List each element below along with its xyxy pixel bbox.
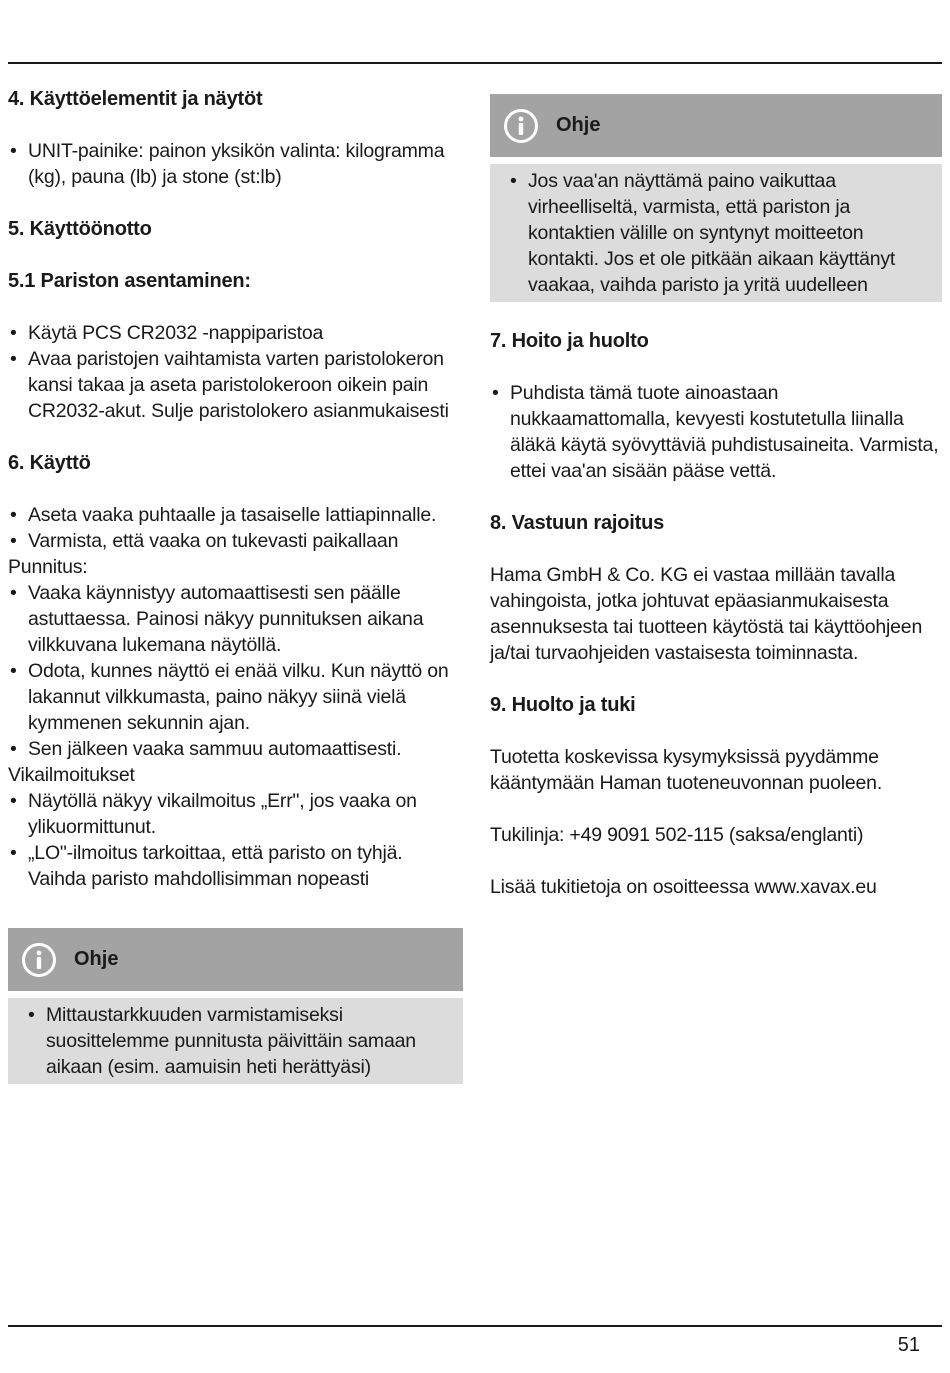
note-header bbox=[8, 928, 463, 991]
page-number: 51 bbox=[897, 1334, 920, 1356]
note-header bbox=[490, 94, 942, 157]
list-item: • Varmista, että vaaka on tukevasti paikallaan bbox=[8, 528, 463, 554]
section-6-list-a bbox=[8, 502, 463, 554]
weighing-label: Punnitus: bbox=[8, 556, 88, 578]
list-item: • Näytöllä näkyy vikailmoitus „Err", jos vaaka on ylikuormittunut. bbox=[8, 788, 463, 840]
top-rule bbox=[8, 62, 942, 64]
note-body bbox=[490, 164, 942, 302]
note-body bbox=[8, 998, 463, 1084]
section-5-1-heading: 5.1 Pariston asentaminen: bbox=[8, 270, 251, 292]
section-9-hotline: Tukilinja: +49 9091 502-115 (saksa/englanti) bbox=[490, 824, 864, 846]
section-6-heading: 6. Käyttö bbox=[8, 452, 91, 474]
note-box-left bbox=[8, 928, 463, 1084]
bottom-rule bbox=[8, 1325, 942, 1327]
section-7-heading: 7. Hoito ja huolto bbox=[490, 330, 649, 352]
section-5-1-list bbox=[8, 320, 463, 424]
info-icon bbox=[504, 109, 538, 143]
note-title: Ohje bbox=[74, 948, 119, 970]
right-column bbox=[490, 94, 942, 900]
section-9-heading: 9. Huolto ja tuki bbox=[490, 694, 636, 716]
section-6-list-b bbox=[8, 580, 463, 762]
section-6-list-c bbox=[8, 788, 463, 892]
list-item: • Mittaustarkkuuden varmistamiseksi suosittelemme punnitusta päivittäin samaan aikaan (esim. aamuisin heti herättyäsi) bbox=[26, 1002, 453, 1080]
section-9-website: Lisää tukitietoja on osoitteessa www.xavax.eu bbox=[490, 876, 877, 898]
list-item: • Aseta vaaka puhtaalle ja tasaiselle lattiapinnalle. bbox=[8, 502, 463, 528]
section-8-text: Hama GmbH & Co. KG ei vastaa millään tavalla vahingoista, jotka johtuvat epäasianmukaisesta asennuksesta tai tuotteen käytöstä tai käyttöohjeen ja/tai turvaohjeiden vastaisesta toiminnasta. bbox=[490, 564, 923, 664]
list-item: • Vaaka käynnistyy automaattisesti sen päälle astuttaessa. Painosi näkyy punnituksen aikana vilkkuvana lukemana näytöllä. bbox=[8, 580, 463, 658]
list-item: • Puhdista tämä tuote ainoastaan nukkaamattomalla, kevyesti kostutetulla liinalla äläkä käytä syövyttäviä puhdistusaineita. Varmista, ettei vaa'an sisään pääse vettä. bbox=[490, 380, 942, 484]
list-item: • UNIT-painike: painon yksikön valinta: kilogramma (kg), pauna (lb) ja stone (st:lb) bbox=[8, 138, 463, 190]
error-messages-label: Vikailmoitukset bbox=[8, 764, 135, 786]
list-item: • Avaa paristojen vaihtamista varten paristolokeron kansi takaa ja aseta paristolokeroon oikein pain CR2032-akut. Sulje paristolokero asianmukaisesti bbox=[8, 346, 463, 424]
section-4-heading: 4. Käyttöelementit ja näytöt bbox=[8, 88, 263, 110]
list-item: • Sen jälkeen vaaka sammuu automaattisesti. bbox=[8, 736, 463, 762]
list-item: • Jos vaa'an näyttämä paino vaikuttaa virheelliseltä, varmista, että pariston ja kontaktien välille on syntynyt moitteeton kontakti. Jos et ole pitkään aikaan käyttänyt vaakaa, vaihda paristo ja yritä uudelleen bbox=[508, 168, 932, 298]
section-9-text-1: Tuotetta koskevissa kysymyksissä pyydämme kääntymään Haman tuoteneuvonnan puoleen. bbox=[490, 746, 883, 794]
section-8-heading: 8. Vastuun rajoitus bbox=[490, 512, 665, 534]
info-icon bbox=[22, 943, 56, 977]
left-column bbox=[8, 86, 463, 1084]
section-5-heading: 5. Käyttöönotto bbox=[8, 218, 152, 240]
note-box-right bbox=[490, 94, 942, 302]
list-item: • „LO"-ilmoitus tarkoittaa, että paristo on tyhjä. Vaihda paristo mahdollisimman nopeasti bbox=[8, 840, 463, 892]
note-title: Ohje bbox=[556, 114, 601, 136]
section-4-list bbox=[8, 138, 463, 190]
section-7-list bbox=[490, 380, 942, 484]
list-item: • Odota, kunnes näyttö ei enää vilku. Kun näyttö on lakannut vilkkumasta, paino näkyy siinä vielä kymmenen sekunnin ajan. bbox=[8, 658, 463, 736]
list-item: • Käytä PCS CR2032 -nappiparistoa bbox=[8, 320, 463, 346]
